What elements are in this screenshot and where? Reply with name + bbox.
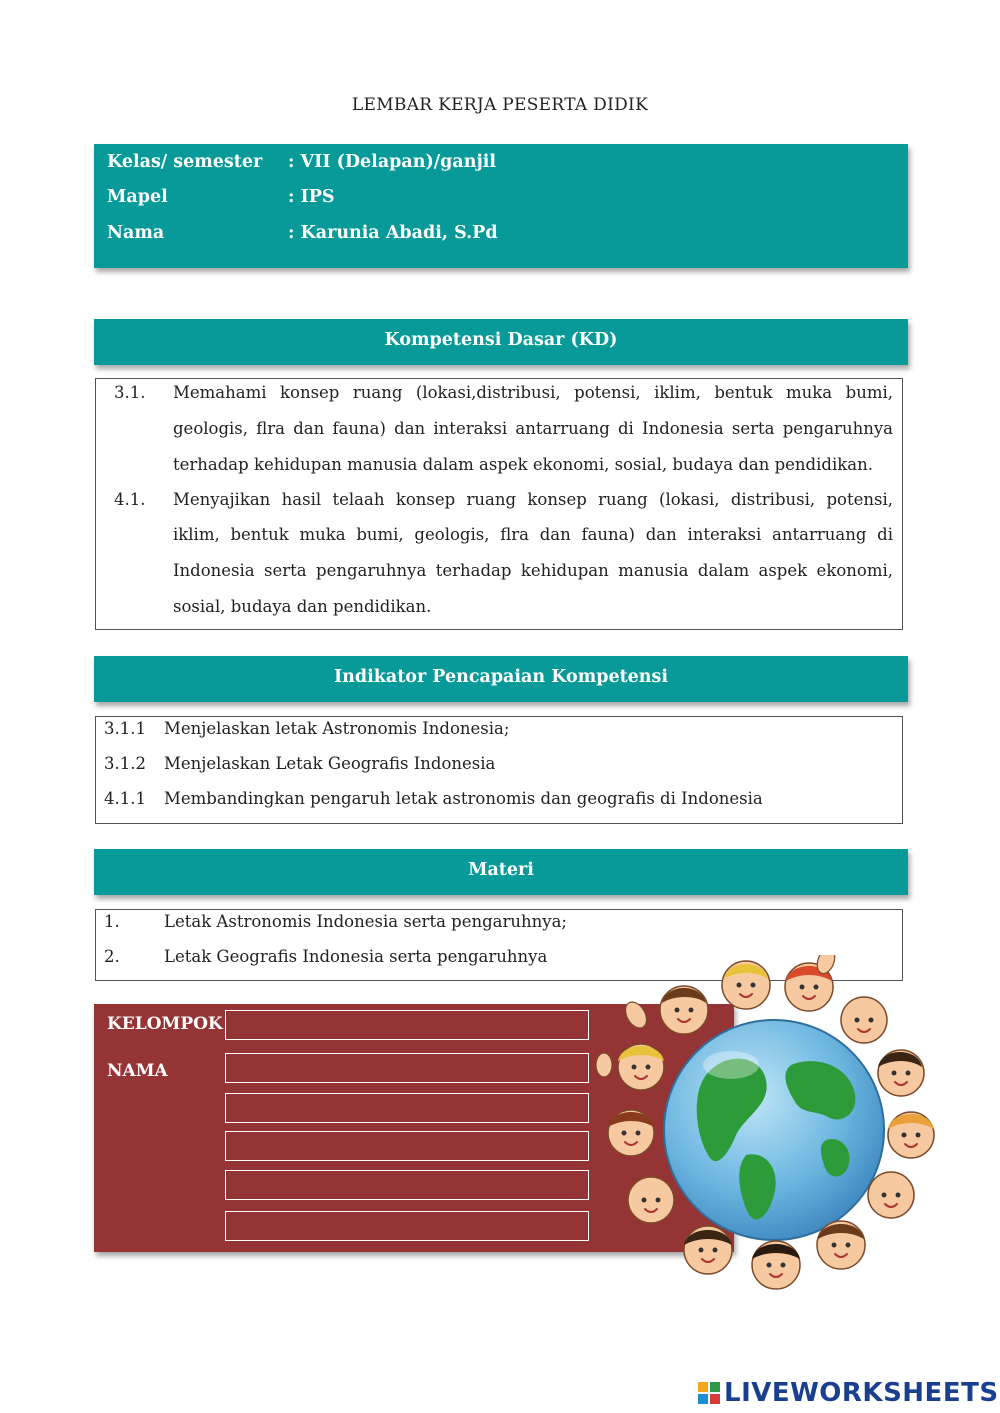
kd-number: 4.1.	[114, 490, 146, 509]
indikator-text: Membandingkan pengaruh letak astronomis dan geografis di Indonesia	[164, 789, 763, 808]
info-row-kelas	[107, 152, 496, 172]
indikator-heading: Indikator Pencapaian Kompetensi	[94, 656, 908, 702]
info-value: : IPS	[288, 187, 335, 207]
indikator-box	[95, 716, 903, 824]
info-label: Mapel	[107, 187, 168, 207]
nama-input-4[interactable]	[225, 1170, 589, 1200]
info-label: Nama	[107, 223, 165, 243]
kd-text-line: Indonesia serta pengaruhnya terhadap kehidupan manusia dalam aspek ekonomi,	[173, 561, 893, 580]
globe-icon	[664, 1020, 884, 1240]
materi-item	[104, 947, 547, 966]
materi-number: 2.	[104, 947, 120, 966]
nama-input-1[interactable]	[225, 1053, 589, 1083]
nama-input-2[interactable]	[225, 1093, 589, 1123]
kd-box	[95, 378, 903, 630]
brand-text: LIVEWORKSHEETS	[724, 1378, 999, 1408]
info-box	[94, 144, 908, 268]
indikator-number: 3.1.1	[104, 719, 146, 738]
liveworksheets-logo	[698, 1378, 999, 1408]
info-value: : VII (Delapan)/ganjil	[288, 152, 497, 172]
kd-text-line: geologis, flra dan fauna) dan interaksi antarruang di Indonesia serta pengaruhnya	[173, 419, 893, 438]
materi-heading: Materi	[94, 849, 908, 895]
kd-text-line: terhadap kehidupan manusia dalam aspek ekonomi, sosial, budaya dan pendidikan.	[173, 455, 873, 474]
kd-text-line: iklim, bentuk muka bumi, geologis, flra dan fauna) dan interaksi antarruang di	[173, 525, 893, 544]
info-row-nama	[107, 223, 498, 243]
indikator-number: 3.1.2	[104, 754, 146, 773]
kd-heading: Kompetensi Dasar (KD)	[94, 319, 908, 365]
indikator-text: Menjelaskan Letak Geografis Indonesia	[164, 754, 496, 773]
kd-number: 3.1.	[114, 383, 146, 402]
kelompok-input[interactable]	[225, 1010, 589, 1040]
indikator-text: Menjelaskan letak Astronomis Indonesia;	[164, 719, 510, 738]
indikator-item	[104, 754, 495, 773]
materi-text: Letak Geografis Indonesia serta pengaruhnya	[164, 947, 548, 966]
info-value: : Karunia Abadi, S.Pd	[288, 223, 498, 243]
globe-children-illustration	[596, 955, 952, 1305]
info-label: Kelas/ semester	[107, 152, 263, 172]
liveworksheets-icon	[698, 1382, 720, 1404]
nama-input-3[interactable]	[225, 1131, 589, 1161]
kd-text-line: Menyajikan hasil telaah konsep ruang konsep ruang (lokasi, distribusi, potensi,	[173, 490, 893, 509]
nama-label: NAMA	[107, 1061, 168, 1081]
indikator-number: 4.1.1	[104, 789, 146, 808]
kd-text-line: Memahami konsep ruang (lokasi,distribusi, potensi, iklim, bentuk muka bumi,	[173, 383, 893, 402]
indikator-item	[104, 789, 763, 808]
kd-text-line: sosial, budaya dan pendidikan.	[173, 597, 432, 616]
materi-text: Letak Astronomis Indonesia serta pengaruhnya;	[164, 912, 567, 931]
kelompok-label: KELOMPOK	[107, 1014, 223, 1034]
materi-number: 1.	[104, 912, 120, 931]
indikator-item	[104, 719, 509, 738]
info-row-mapel	[107, 187, 335, 207]
nama-input-5[interactable]	[225, 1211, 589, 1241]
materi-item	[104, 912, 567, 931]
document-title: LEMBAR KERJA PESERTA DIDIK	[351, 95, 649, 115]
